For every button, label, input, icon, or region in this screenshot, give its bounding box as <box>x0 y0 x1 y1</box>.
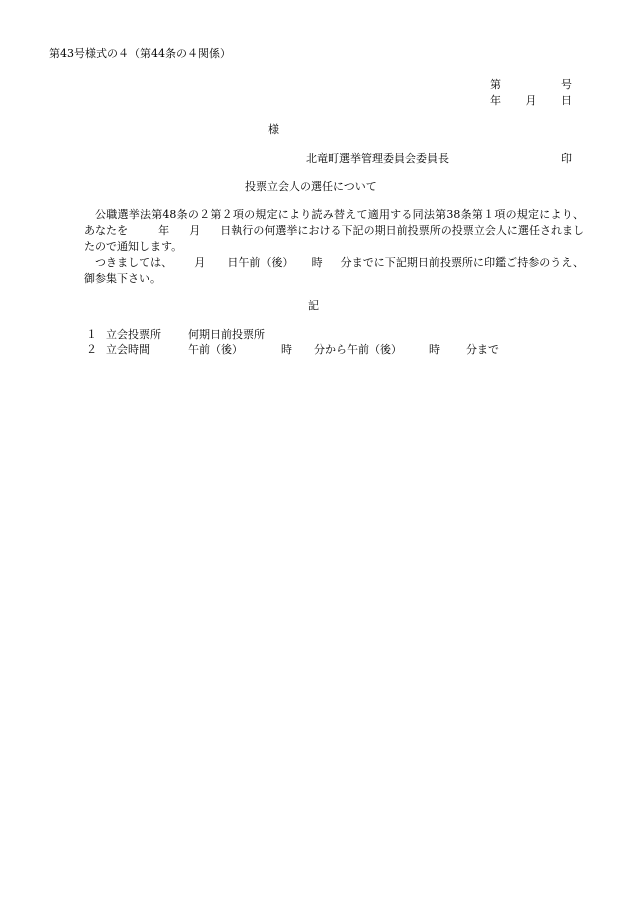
p1-text-a: 公職選挙法第48条の２第２項の規定により読み替えて適用する同法第38条第１項の規定により、あなたを <box>84 208 584 237</box>
go-label: 号 <box>561 78 572 91</box>
time-start-minute: 分から午前（後） <box>314 343 402 356</box>
item-number: １ <box>86 328 97 341</box>
month-label: 月 <box>525 94 537 107</box>
time-start-hour: 時 <box>281 343 292 356</box>
item-number: ２ <box>86 343 97 356</box>
item-list <box>86 327 499 357</box>
p2-text-b: 日午前（後） <box>227 256 294 269</box>
dai-label: 第 <box>490 78 501 91</box>
list-item <box>86 327 499 342</box>
item-label: 立会投票所 <box>106 328 161 341</box>
document-number-block <box>490 77 572 109</box>
p2-month: 月 <box>194 256 206 269</box>
p2-text-a: つきましては、 <box>95 256 173 269</box>
list-item <box>86 342 499 357</box>
body-text <box>84 207 584 287</box>
addressee-suffix: 様 <box>268 123 279 136</box>
day-label: 日 <box>561 94 572 107</box>
document-number-row <box>490 77 572 93</box>
item-label: 立会時間 <box>106 343 150 356</box>
p1-year: 年 <box>158 224 170 237</box>
body-paragraph-1 <box>84 207 584 255</box>
document-subject: 投票立会人の選任について <box>245 180 377 193</box>
item-value: 何期日前投票所 <box>188 328 265 341</box>
p2-hour: 時 <box>311 256 323 269</box>
p1-month: 月 <box>189 224 201 237</box>
time-end-minute: 分まで <box>466 343 499 356</box>
body-paragraph-2 <box>84 255 584 287</box>
year-label: 年 <box>490 94 501 107</box>
p1-text-b: 日執行の何選挙における下記の期日前投票所の投票立会人に選任されましたので通知します。 <box>84 224 585 253</box>
form-number: 第43号様式の４（第44条の４関係） <box>49 47 231 60</box>
time-end-hour: 時 <box>429 343 440 356</box>
seal-mark: 印 <box>561 152 572 165</box>
time-start-ampm: 午前（後） <box>188 343 243 356</box>
ki-heading: 記 <box>308 299 319 312</box>
issuer-name: 北竜町選挙管理委員会委員長 <box>306 152 449 165</box>
p2-text-c: 分までに下記期日前投票所に印鑑ご持参のうえ、御参集下さい。 <box>84 256 585 285</box>
document-date-row <box>490 93 572 109</box>
